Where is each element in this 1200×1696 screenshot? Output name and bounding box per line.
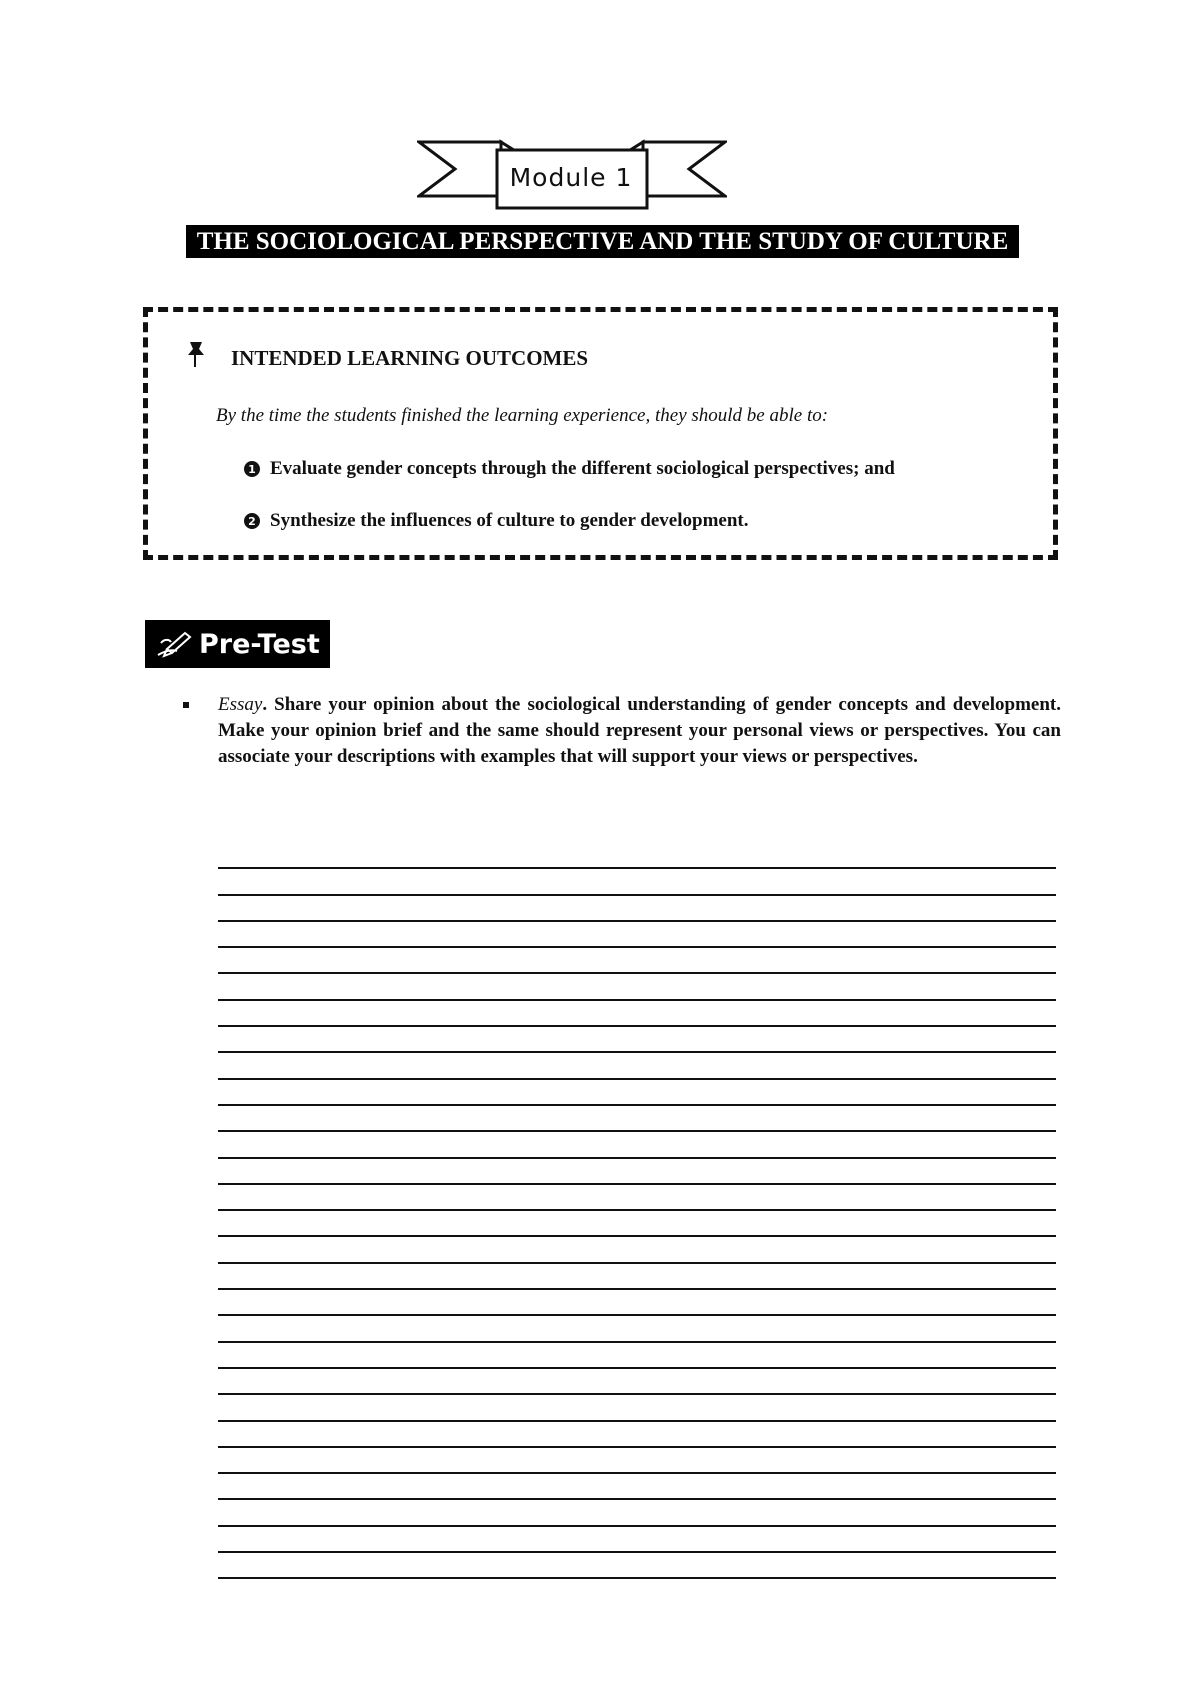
answer-line[interactable] <box>218 1211 1056 1237</box>
answer-line[interactable] <box>218 1080 1056 1106</box>
outcome-text: Evaluate gender concepts through the different sociological perspectives; and <box>270 458 895 479</box>
answer-line[interactable] <box>218 869 1056 895</box>
answer-line[interactable] <box>218 1132 1056 1158</box>
answer-line[interactable] <box>218 948 1056 974</box>
answer-line[interactable] <box>218 843 1056 869</box>
answer-line[interactable] <box>218 1106 1056 1132</box>
essay-instructions <box>218 692 1061 770</box>
answer-line[interactable] <box>218 1264 1056 1290</box>
number-badge: 1 <box>244 461 260 477</box>
answer-lines[interactable] <box>218 843 1056 1579</box>
answer-line[interactable] <box>218 1527 1056 1553</box>
answer-line[interactable] <box>218 1053 1056 1079</box>
answer-line[interactable] <box>218 1316 1056 1342</box>
essay-body: . Share your opinion about the sociological understanding of gender concepts and development. Make your opinion brief and the same should represent your personal views or perspectives. You can associate your descriptions with examples that will support your views or perspectives. <box>218 694 1061 767</box>
answer-line[interactable] <box>218 1500 1056 1526</box>
answer-line[interactable] <box>218 1027 1056 1053</box>
page-title: THE SOCIOLOGICAL PERSPECTIVE AND THE STUDY OF CULTURE <box>186 225 1019 258</box>
module-label: Module 1 <box>509 162 633 192</box>
outcome-item <box>244 510 748 532</box>
outcomes-intro: By the time the students finished the learning experience, they should be able to: <box>216 405 829 426</box>
answer-line[interactable] <box>218 1001 1056 1027</box>
pretest-title: Pre-Test <box>199 628 320 660</box>
answer-line[interactable] <box>218 896 1056 922</box>
essay-label: Essay <box>218 694 263 715</box>
outcomes-heading: INTENDED LEARNING OUTCOMES <box>231 346 589 370</box>
answer-line[interactable] <box>218 1237 1056 1263</box>
pretest-banner <box>145 620 330 668</box>
outcome-item <box>244 458 895 480</box>
answer-line[interactable] <box>218 1448 1056 1474</box>
answer-line[interactable] <box>218 1159 1056 1185</box>
answer-line[interactable] <box>218 1369 1056 1395</box>
answer-line[interactable] <box>218 1553 1056 1579</box>
writing-hand-icon <box>155 629 193 659</box>
pushpin-icon <box>186 340 208 370</box>
answer-line[interactable] <box>218 922 1056 948</box>
outcome-text: Synthesize the influences of culture to gender development. <box>270 510 749 531</box>
answer-line[interactable] <box>218 1185 1056 1211</box>
answer-line[interactable] <box>218 1474 1056 1500</box>
bullet-icon <box>183 702 189 708</box>
answer-line[interactable] <box>218 1290 1056 1316</box>
answer-line[interactable] <box>218 1395 1056 1421</box>
answer-line[interactable] <box>218 974 1056 1000</box>
number-badge: 2 <box>244 513 260 529</box>
answer-line[interactable] <box>218 1422 1056 1448</box>
answer-line[interactable] <box>218 1343 1056 1369</box>
